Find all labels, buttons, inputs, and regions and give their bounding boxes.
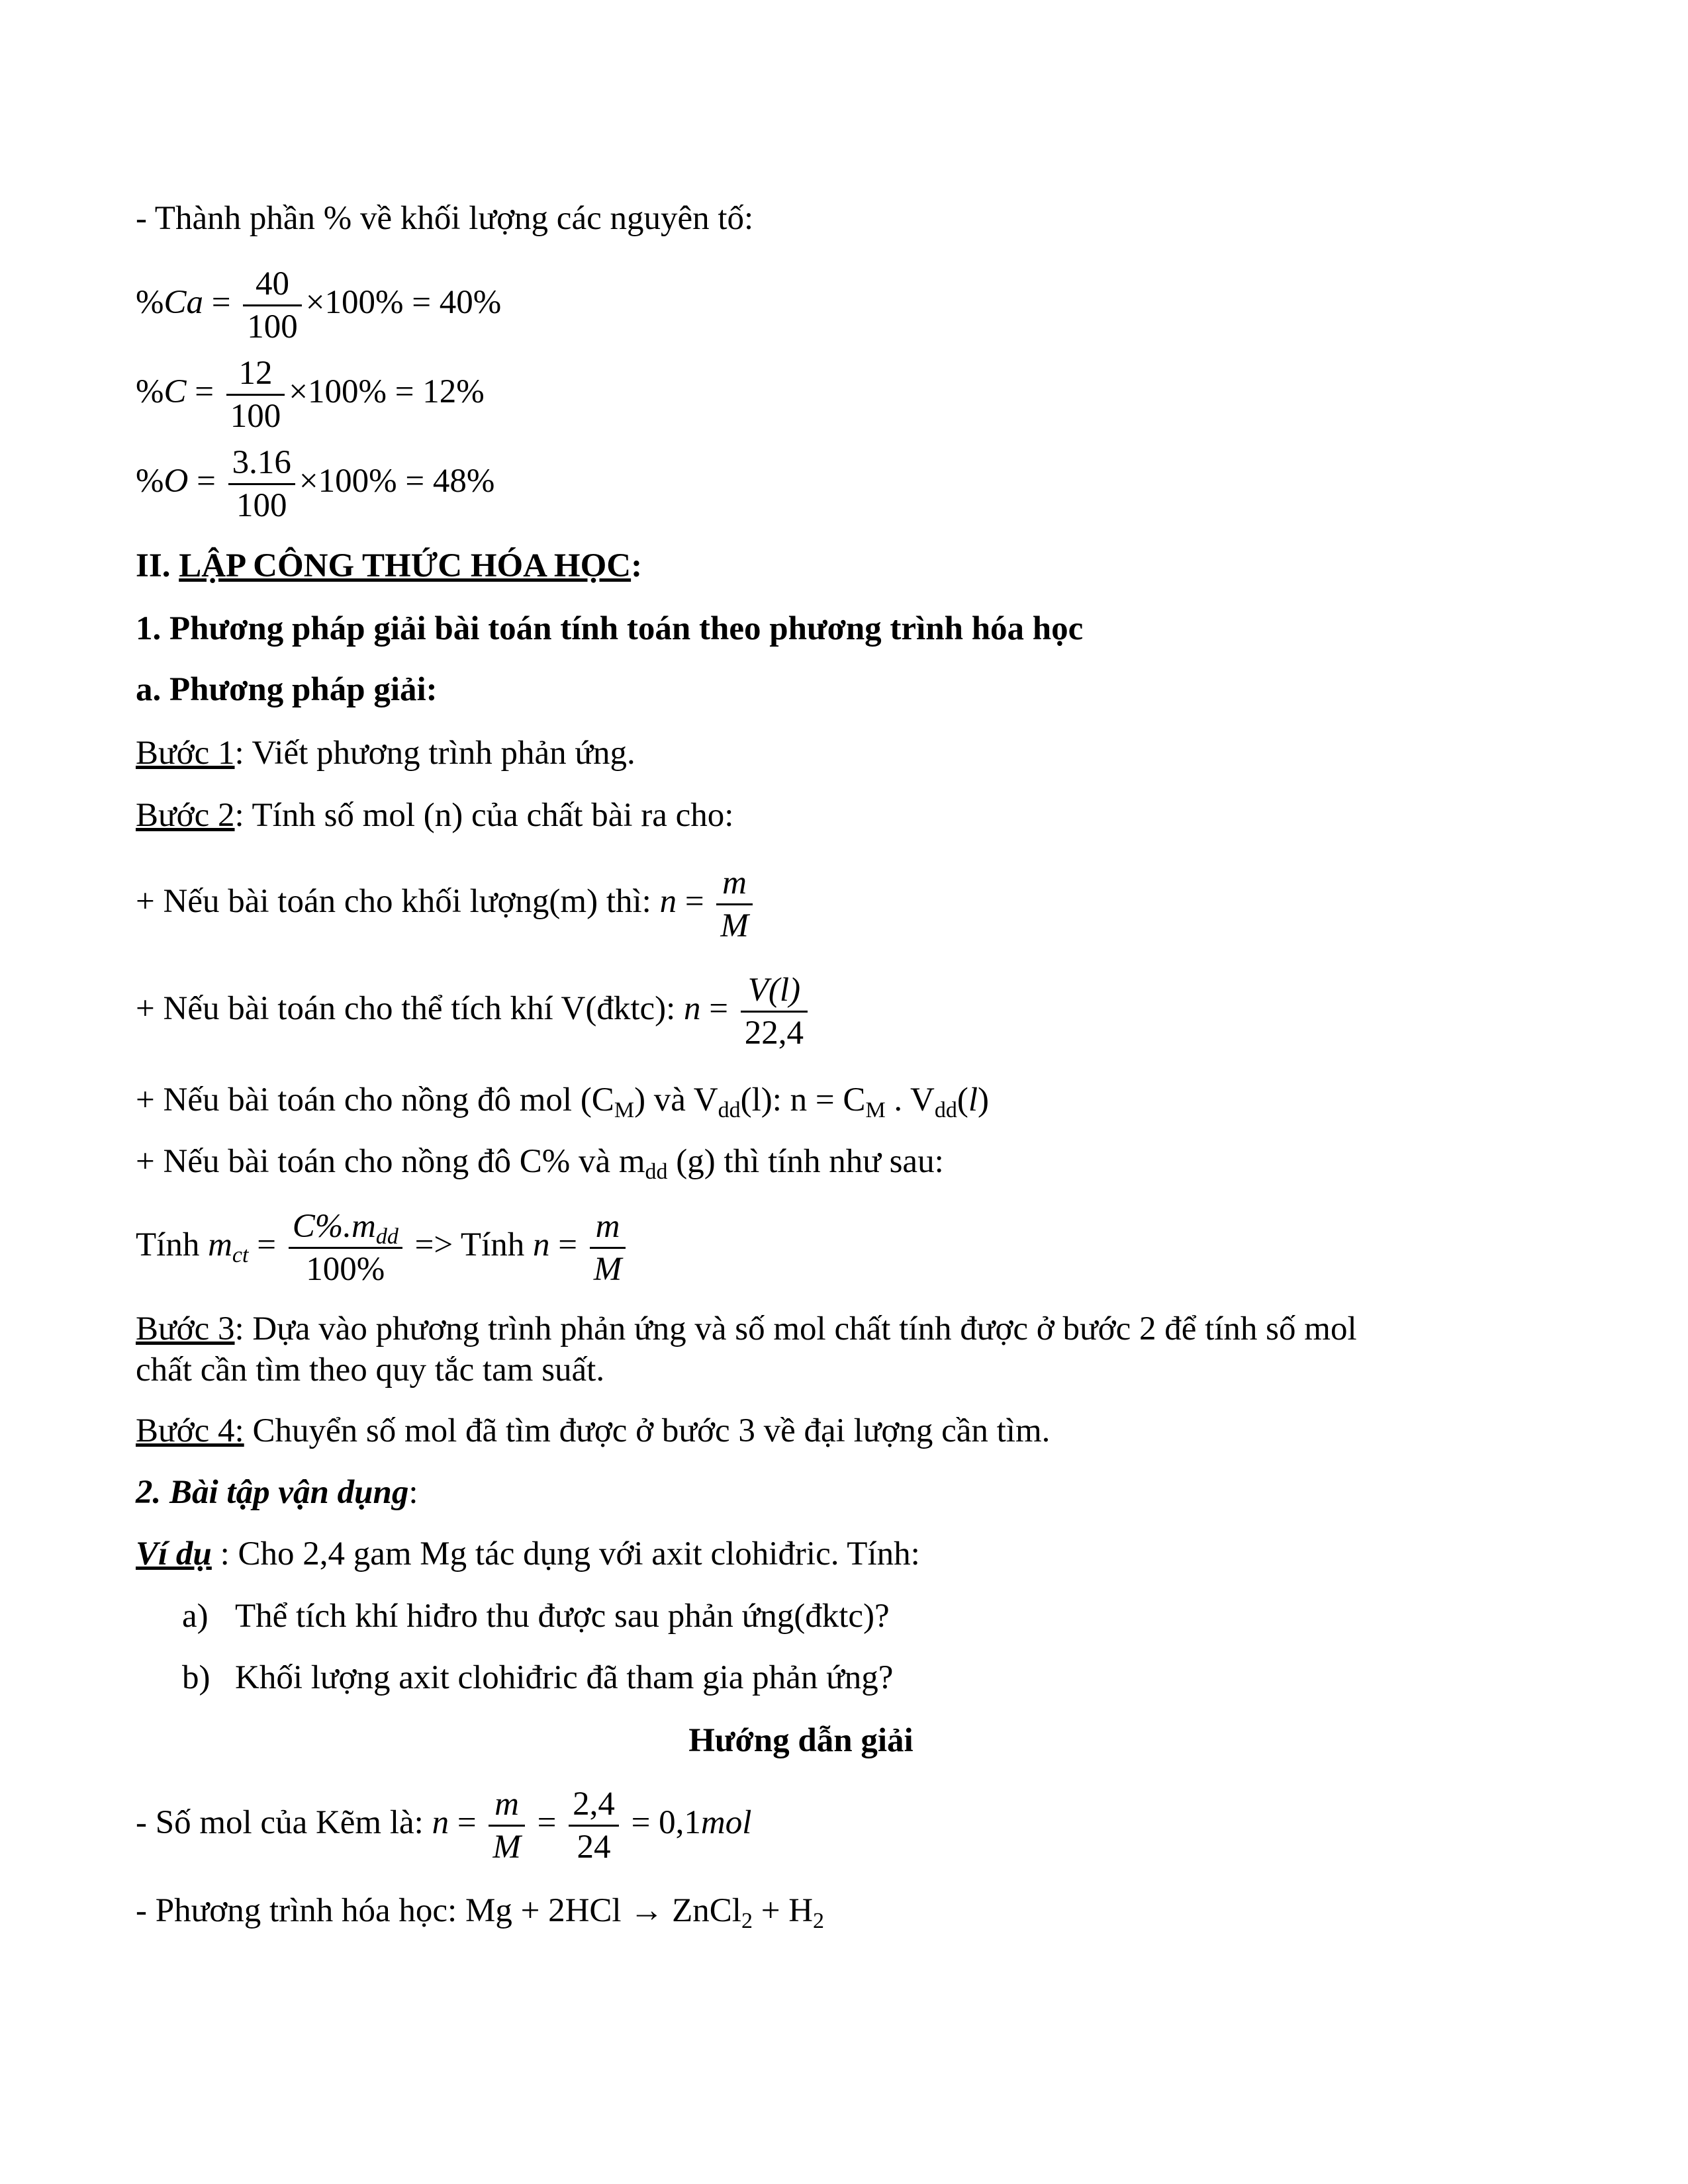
case-mass-num: m — [716, 862, 752, 905]
case-percent — [136, 1142, 944, 1184]
case-mass-text: + Nếu bài toán cho khối lượng(m) thì: — [136, 883, 660, 921]
calc-arrow: => Tính — [406, 1226, 534, 1264]
section2-prefix: II. — [136, 547, 179, 584]
mol-num1: m — [489, 1784, 524, 1827]
case-mass-n: n — [659, 883, 677, 921]
guide-title: Hướng dẫn giải — [688, 1722, 914, 1759]
case-cm-t3: (l): n = C — [740, 1081, 866, 1118]
step-2 — [136, 796, 733, 835]
calc-num-sub: dd — [375, 1224, 399, 1249]
reaction-t2: + H — [752, 1892, 814, 1929]
eq-c-rhs: ×100% = 12% — [289, 373, 485, 411]
eq-o-rhs: ×100% = 48% — [299, 463, 495, 500]
case-mass — [136, 862, 757, 946]
composition-line: - Thành phần % về khối lượng các nguyên tố: — [136, 200, 754, 237]
case-cm-t5: ( — [957, 1081, 968, 1118]
eq-o-fraction — [228, 442, 295, 526]
step-1 — [136, 733, 635, 773]
case-mass-fraction — [716, 862, 752, 946]
example-text: : Cho 2,4 gam Mg tác dụng với axit clohiđric. Tính: — [211, 1535, 920, 1572]
case-cpct-sub-dd: dd — [645, 1160, 668, 1184]
section2-title: LẬP CÔNG THỨC HÓA HỌC — [179, 547, 632, 584]
eq-o-num: 3.16 — [228, 442, 295, 485]
case-volume-num: V(l) — [741, 970, 808, 1013]
case-volume-text: + Nếu bài toán cho thể tích khí V(đktc): — [136, 990, 684, 1028]
calc-sub-ct: ct — [232, 1243, 249, 1268]
mol-num2: 2,4 — [569, 1784, 619, 1827]
example-line — [136, 1534, 920, 1574]
calc-m: m — [208, 1226, 232, 1264]
step3-label: Bước 3 — [136, 1310, 235, 1347]
mol-fraction-2 — [569, 1784, 619, 1868]
mol-den1: M — [492, 1829, 521, 1866]
case-cm-sub-dd2: dd — [934, 1098, 957, 1122]
case-cpct-t2: (g) thì tính như sau: — [667, 1143, 944, 1180]
case-volume-den: 22,4 — [744, 1015, 804, 1052]
case-cm-sub-m2: M — [865, 1098, 886, 1122]
case-cpct-t1: + Nếu bài toán cho nồng đô C% và m — [136, 1143, 645, 1180]
reaction-sub-cl: 2 — [741, 1909, 753, 1933]
case-volume-fraction — [741, 970, 808, 1054]
question-a-text: Thể tích khí hiđro thu được sau phản ứng(đktc)? — [235, 1598, 890, 1635]
calc-den: 100% — [306, 1251, 385, 1288]
calc-fraction-2 — [590, 1206, 626, 1290]
calc-eq2: = — [549, 1226, 586, 1264]
mol-n: n — [432, 1804, 449, 1842]
case-cm-t1: + Nếu bài toán cho nồng đô mol (C — [136, 1081, 614, 1118]
equation-ca: %Ca = $\frac{40}{100}$ ×100% = 40% — [136, 263, 501, 347]
case-cm-t6: ) — [978, 1081, 989, 1118]
case-volume-n: n — [684, 990, 701, 1028]
subheading-2 — [136, 1473, 418, 1512]
eq-o-percent: % — [136, 463, 164, 500]
mol-eq3: = 0,1 — [622, 1804, 701, 1842]
case-mass-eq: = — [677, 883, 713, 921]
calc-n: n — [533, 1226, 550, 1264]
sub2-suffix: : — [408, 1474, 418, 1511]
eq-o-den: 100 — [236, 487, 287, 524]
sub2-title: 2. Bài tập vận dụng — [136, 1474, 409, 1511]
calc-num — [289, 1206, 402, 1249]
eq-c-den: 100 — [230, 398, 281, 435]
calc-fraction-1 — [289, 1206, 402, 1290]
question-b-text: Khối lượng axit clohiđric đã tham gia phản ứng? — [235, 1659, 894, 1696]
step2-label: Bước 2 — [136, 797, 235, 834]
case-volume-eq: = — [700, 990, 737, 1028]
section2-suffix: : — [631, 547, 643, 584]
mol-fraction-1 — [489, 1784, 524, 1868]
case-molarity — [136, 1080, 989, 1120]
mol-den2: 24 — [577, 1829, 611, 1866]
eq-o-var: O — [164, 463, 189, 500]
calc-eq: = — [248, 1226, 285, 1264]
step4-label: Bước 4: — [136, 1412, 244, 1449]
reaction-line — [136, 1891, 824, 1931]
step4-text: Chuyển số mol đã tìm được ở bước 3 về đại lượng cần tìm. — [244, 1412, 1051, 1449]
calc-num-c: C%.m — [292, 1208, 376, 1245]
calc-tinh1: Tính — [136, 1226, 209, 1264]
step-4 — [136, 1411, 1050, 1451]
eq-ca-rhs: ×100% = 40% — [305, 284, 502, 322]
question-b-marker: b) — [182, 1659, 211, 1696]
eq-c-num: 12 — [226, 353, 285, 396]
question-a — [182, 1596, 890, 1636]
mol-eq1: = — [449, 1804, 485, 1842]
question-b — [182, 1658, 893, 1698]
calc-den2: M — [593, 1251, 622, 1288]
section-heading-2 — [136, 546, 642, 586]
eq-c-var: C — [164, 373, 187, 411]
eq-ca-den: 100 — [247, 308, 298, 345]
calc-num2: m — [590, 1206, 626, 1249]
calc-line — [136, 1206, 630, 1290]
case-cm-t4: . V — [885, 1081, 935, 1118]
subheading-1a: a. Phương pháp giải: — [136, 671, 438, 708]
mol-unit: mol — [700, 1804, 752, 1842]
case-volume — [136, 970, 812, 1054]
case-cm-sub-dd: dd — [718, 1098, 741, 1122]
subheading-1: 1. Phương pháp giải bài toán tính toán theo phương trình hóa học — [136, 610, 1084, 647]
mol-prefix: - Số mol của Kẽm là: — [136, 1804, 432, 1842]
mol-eq2: = — [528, 1804, 565, 1842]
case-cm-t2: ) và V — [634, 1081, 718, 1118]
question-a-marker: a) — [182, 1598, 209, 1635]
example-label: Ví dụ — [136, 1535, 212, 1572]
case-mass-den: M — [720, 907, 749, 944]
step-3 — [136, 1309, 1357, 1349]
eq-ca-percent: % — [136, 284, 164, 322]
step3-text: : Dựa vào phương trình phản ứng và số mol chất tính được ở bước 2 để tính số mol — [234, 1310, 1357, 1347]
mol-line — [136, 1784, 751, 1868]
step-3-cont: chất cần tìm theo quy tắc tam suất. — [136, 1351, 605, 1388]
eq-ca-var: Ca — [164, 284, 204, 322]
step1-text: : Viết phương trình phản ứng. — [234, 735, 635, 772]
step1-label: Bước 1 — [136, 735, 235, 772]
equation-o: %O = $\frac{3.16}{100}$ ×100% = 48% — [136, 442, 494, 526]
eq-ca-fraction — [243, 263, 302, 347]
step2-text: : Tính số mol (n) của chất bài ra cho: — [234, 797, 734, 834]
equation-c: %C = $\frac{12}{100}$ ×100% = 12% — [136, 353, 485, 437]
case-cm-sub-m: M — [614, 1098, 635, 1122]
reaction-t1: - Phương trình hóa học: Mg + 2HCl → ZnCl — [136, 1892, 741, 1929]
eq-ca-num: 40 — [243, 263, 302, 306]
eq-c-fraction — [226, 353, 285, 437]
reaction-sub-h: 2 — [813, 1909, 825, 1933]
eq-c-percent: % — [136, 373, 164, 411]
case-cm-l: l — [968, 1081, 978, 1118]
